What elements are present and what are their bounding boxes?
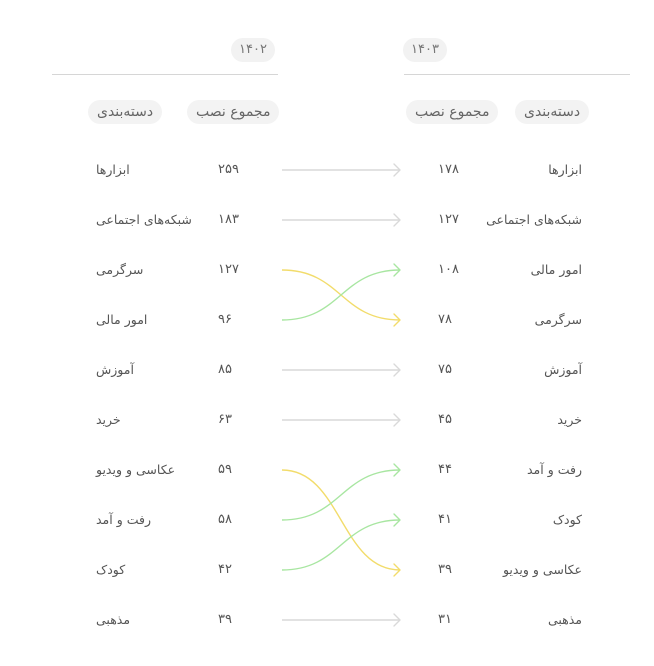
left-value-label: ۸۵ bbox=[218, 362, 232, 377]
link-up bbox=[282, 270, 400, 320]
left-category-label: خرید bbox=[96, 412, 121, 427]
right-category-label: رفت و آمد bbox=[527, 462, 582, 477]
left-value-label: ۴۲ bbox=[218, 562, 232, 577]
left-category-label: شبکه‌های اجتماعی bbox=[96, 212, 192, 227]
year-1403-badge: ۱۴۰۳ bbox=[403, 38, 447, 62]
right-value-label: ۴۱ bbox=[438, 512, 452, 527]
left-category-label: آموزش bbox=[96, 362, 134, 377]
right-category-label: خرید bbox=[557, 412, 582, 427]
right-category-label: عکاسی و ویدیو bbox=[502, 562, 582, 577]
left-category-label: کودک bbox=[96, 562, 126, 577]
link-up bbox=[282, 470, 400, 520]
right-category-label: آموزش bbox=[544, 362, 582, 377]
right-value-label: ۴۴ bbox=[438, 462, 452, 477]
right-value-label: ۳۱ bbox=[438, 612, 452, 627]
left-category-label: مذهبی bbox=[96, 612, 131, 627]
right-category-label: شبکه‌های اجتماعی bbox=[486, 212, 582, 227]
right-value-label: ۳۹ bbox=[438, 562, 452, 577]
left-value-label: ۱۲۷ bbox=[218, 262, 239, 277]
left-category-label: سرگرمی bbox=[96, 262, 144, 277]
left-value-label: ۹۶ bbox=[218, 312, 232, 327]
year-1402-badge: ۱۴۰۲ bbox=[231, 38, 275, 62]
right-category-label: ابزارها bbox=[548, 162, 582, 177]
link-up bbox=[282, 520, 400, 570]
left-value-label: ۲۵۹ bbox=[218, 162, 239, 177]
left-value-label: ۳۹ bbox=[218, 612, 232, 627]
right-total-header: مجموع نصب bbox=[406, 100, 498, 124]
left-category-label: ابزارها bbox=[96, 162, 130, 177]
left-value-label: ۶۳ bbox=[218, 412, 232, 427]
right-category-label: سرگرمی bbox=[534, 312, 582, 327]
left-category-header: دسته‌بندی bbox=[88, 100, 162, 124]
left-value-label: ۱۸۳ bbox=[218, 212, 239, 227]
right-value-label: ۷۸ bbox=[438, 312, 452, 327]
left-value-label: ۵۸ bbox=[218, 512, 232, 527]
left-total-header: مجموع نصب bbox=[187, 100, 279, 124]
left-value-label: ۵۹ bbox=[218, 462, 232, 477]
left-category-label: امور مالی bbox=[96, 312, 148, 327]
right-value-label: ۴۵ bbox=[438, 412, 452, 427]
right-value-label: ۱۰۸ bbox=[438, 262, 459, 277]
left-category-label: عکاسی و ویدیو bbox=[96, 462, 176, 477]
right-value-label: ۷۵ bbox=[438, 362, 452, 377]
right-category-label: امور مالی bbox=[530, 262, 582, 277]
right-value-label: ۱۷۸ bbox=[438, 162, 459, 177]
right-category-label: کودک bbox=[552, 512, 582, 527]
right-category-label: مذهبی bbox=[547, 612, 582, 627]
right-category-header: دسته‌بندی bbox=[515, 100, 589, 124]
link-down bbox=[282, 470, 400, 570]
right-value-label: ۱۲۷ bbox=[438, 212, 459, 227]
left-category-label: رفت و آمد bbox=[96, 512, 151, 527]
